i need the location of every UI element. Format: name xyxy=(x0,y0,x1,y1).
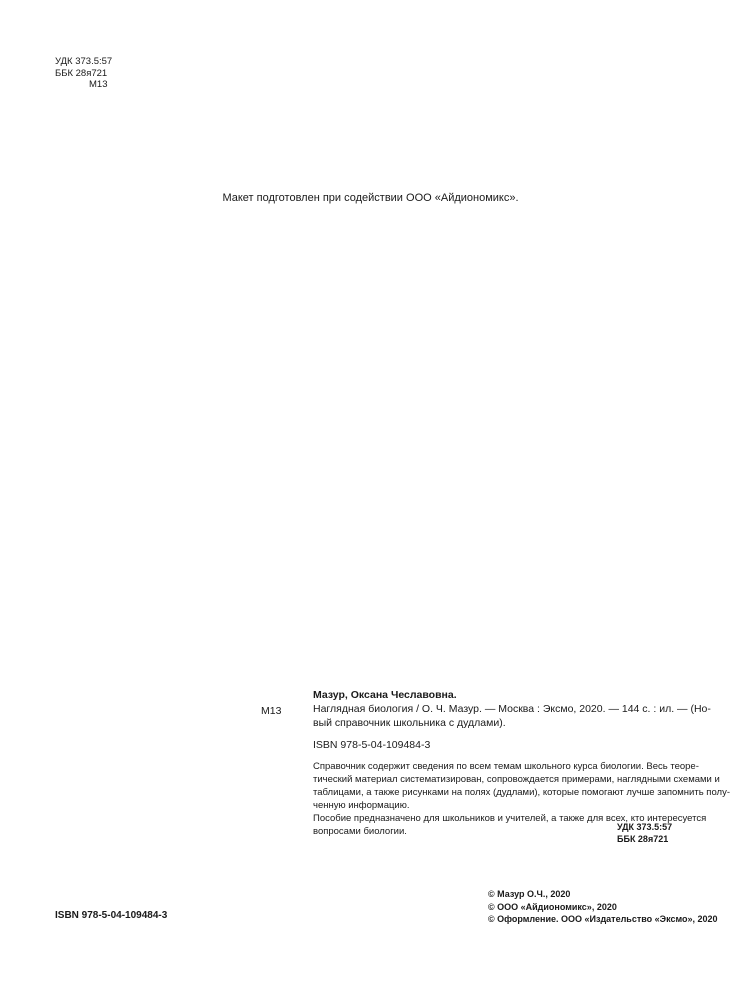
book-description-line-1: Наглядная биология / О. Ч. Мазур. — Москва : Эксмо, 2020. — 144 с. : ил. — (Но- xyxy=(313,703,711,715)
copyright-line: © ООО «Айдиономикс», 2020 xyxy=(488,901,617,912)
classification-block xyxy=(55,56,112,91)
annotation-line: вопросами биологии. xyxy=(313,826,407,837)
isbn-footer: ISBN 978-5-04-109484-3 xyxy=(55,910,168,921)
annotation-line: ченную информацию. xyxy=(313,800,410,811)
udk-code: УДК 373.5:57 xyxy=(55,56,113,67)
udk-code: УДК 373.5:57 xyxy=(617,822,673,832)
book-isbn: ISBN 978-5-04-109484-3 xyxy=(313,739,431,751)
author-mark: М13 xyxy=(89,79,108,90)
layout-credit: Макет подготовлен при содействии ООО «Айдиономикс». xyxy=(222,192,519,204)
bibliographic-record xyxy=(313,688,730,838)
bbk-code: ББК 28я721 xyxy=(617,833,669,844)
bbk-code: ББК 28я721 xyxy=(55,67,108,79)
annotation-line: таблицами, а также рисунками на полях (дудлами), которые помогают лучше запомнить полу- xyxy=(313,787,730,798)
annotation-line: Пособие предназначено для школьников и учителей, а также для всех, кто интересуется xyxy=(313,813,707,824)
book-author: Мазур, Оксана Чеславовна. xyxy=(313,689,457,701)
book-description-line-2: вый справочник школьника с дудлами). xyxy=(313,717,506,729)
bibliographic-author-mark: М13 xyxy=(261,705,282,717)
copyright-line: © Оформление. ООО «Издательство «Эксмо», 2020 xyxy=(488,914,718,924)
annotation-line: Справочник содержит сведения по всем темам школьного курса биологии. Весь теоре- xyxy=(313,761,699,772)
annotation-line: тический материал систематизирован, сопровождается примерами, наглядными схемами и xyxy=(313,774,720,785)
bibliographic-codes xyxy=(617,822,672,845)
copyright-block xyxy=(488,888,718,926)
copyright-line: © Мазур О.Ч., 2020 xyxy=(488,889,571,899)
